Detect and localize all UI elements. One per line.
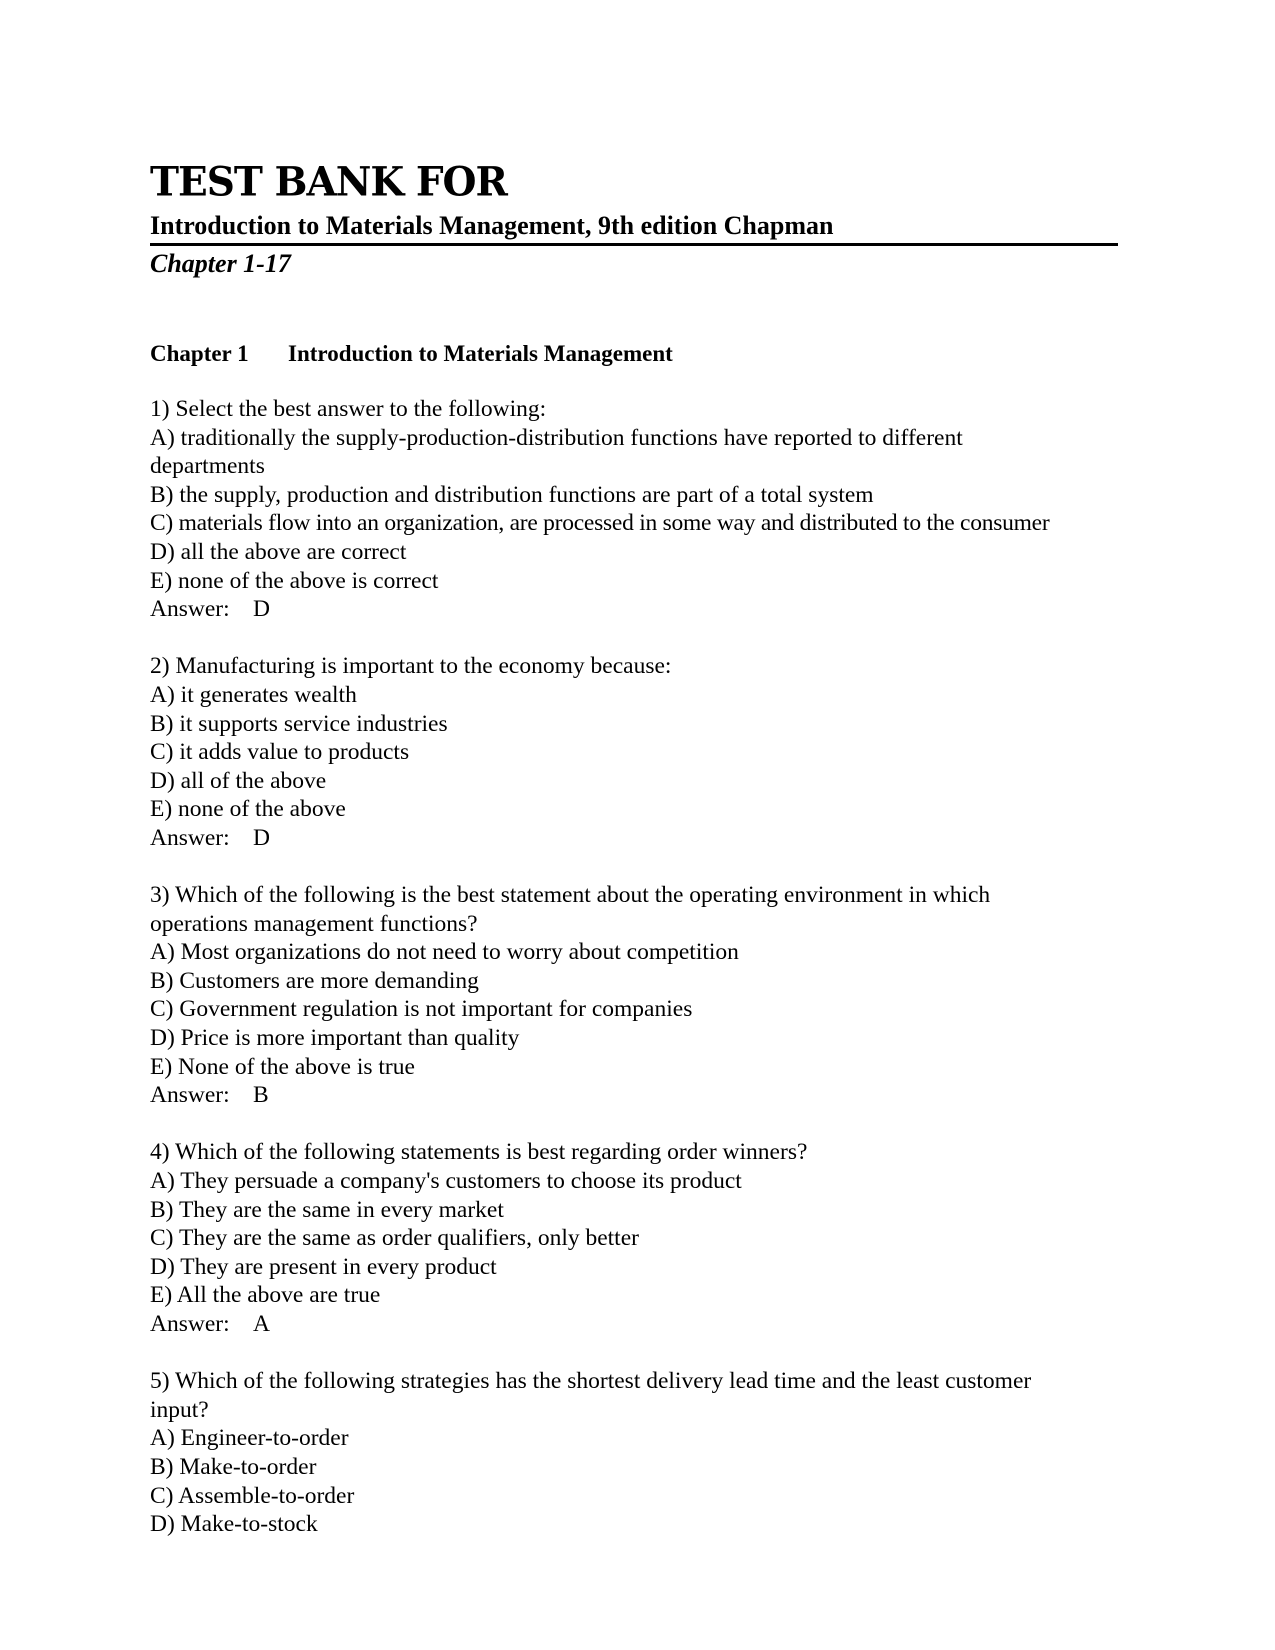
- answer-option-a: A) They persuade a company's customers to choose its product: [150, 1168, 742, 1195]
- chapter-number: Chapter 1: [150, 341, 249, 366]
- answer-value: B: [253, 1082, 269, 1109]
- document-title: TEST BANK FOR: [150, 158, 507, 206]
- answer-option-b: B) it supports service industries: [150, 710, 448, 737]
- answer-option-a: A) it generates wealth: [150, 681, 357, 708]
- answer-line: [150, 595, 1130, 624]
- document-subtitle: Introduction to Materials Management, 9th edition Chapman: [150, 211, 834, 240]
- answer-option-c: C) Assemble-to-order: [150, 1482, 355, 1509]
- answer-line: [150, 1081, 1130, 1110]
- answer-option-d: D) all of the above: [150, 767, 327, 794]
- question-2: [150, 652, 1130, 852]
- answer-option-d: D) Make-to-stock: [150, 1511, 318, 1538]
- answer-label: Answer:: [150, 596, 230, 623]
- question-3: [150, 881, 1130, 1110]
- question-1: [150, 395, 1130, 624]
- answer-option-e: E) none of the above: [150, 796, 346, 823]
- question-stem: 5) Which of the following strategies has the shortest delivery lead time and the least customer input?: [150, 1368, 1032, 1423]
- answer-value: D: [253, 824, 270, 851]
- answer-line: [150, 824, 1130, 853]
- answer-option-a: A) Engineer-to-order: [150, 1425, 349, 1452]
- answer-label: Answer:: [150, 1082, 230, 1109]
- answer-option-b: B) Make-to-order: [150, 1453, 317, 1480]
- answer-option-c: C) Government regulation is not important for companies: [150, 996, 693, 1023]
- answer-option-e: E) None of the above is true: [150, 1053, 415, 1080]
- question-5: [150, 1367, 1130, 1539]
- answer-option-a: A) Most organizations do not need to worry about competition: [150, 939, 739, 966]
- answer-option-c: C) it adds value to products: [150, 739, 410, 766]
- answer-option-d: D) Price is more important than quality: [150, 1025, 520, 1052]
- question-stem: 4) Which of the following statements is best regarding order winners?: [150, 1139, 808, 1166]
- answer-option-a: A) traditionally the supply-production-distribution functions have reported to different departments: [150, 424, 963, 480]
- answer-option-d: D) all the above are correct: [150, 538, 407, 565]
- question-list: [150, 395, 1130, 1567]
- answer-option-c: C) They are the same as order qualifiers, only better: [150, 1225, 639, 1252]
- question-stem: 1) Select the best answer to the following:: [150, 396, 547, 422]
- answer-option-b: B) Customers are more demanding: [150, 967, 479, 994]
- answer-label: Answer:: [150, 1311, 230, 1337]
- answer-line: [150, 1310, 1130, 1339]
- answer-value: D: [253, 596, 270, 623]
- question-stem: 3) Which of the following is the best statement about the operating environment in which operations management functions?: [150, 882, 991, 937]
- answer-label: Answer:: [150, 824, 230, 851]
- title-divider: [150, 243, 1118, 246]
- answer-value: A: [253, 1311, 270, 1337]
- chapter-range: Chapter 1-17: [150, 249, 291, 278]
- chapter-heading: [150, 340, 673, 368]
- answer-option-b: B) They are the same in every market: [150, 1196, 504, 1223]
- question-4: [150, 1138, 1130, 1338]
- answer-option-d: D) They are present in every product: [150, 1253, 497, 1280]
- answer-option-c: C) materials flow into an organization, are processed in some way and distributed to the consumer: [150, 510, 1050, 537]
- question-stem: 2) Manufacturing is important to the economy because:: [150, 653, 672, 680]
- answer-option-e: E) none of the above is correct: [150, 567, 439, 594]
- chapter-title: Introduction to Materials Management: [288, 341, 673, 366]
- answer-option-e: E) All the above are true: [150, 1282, 381, 1309]
- answer-option-b: B) the supply, production and distribution functions are part of a total system: [150, 481, 874, 508]
